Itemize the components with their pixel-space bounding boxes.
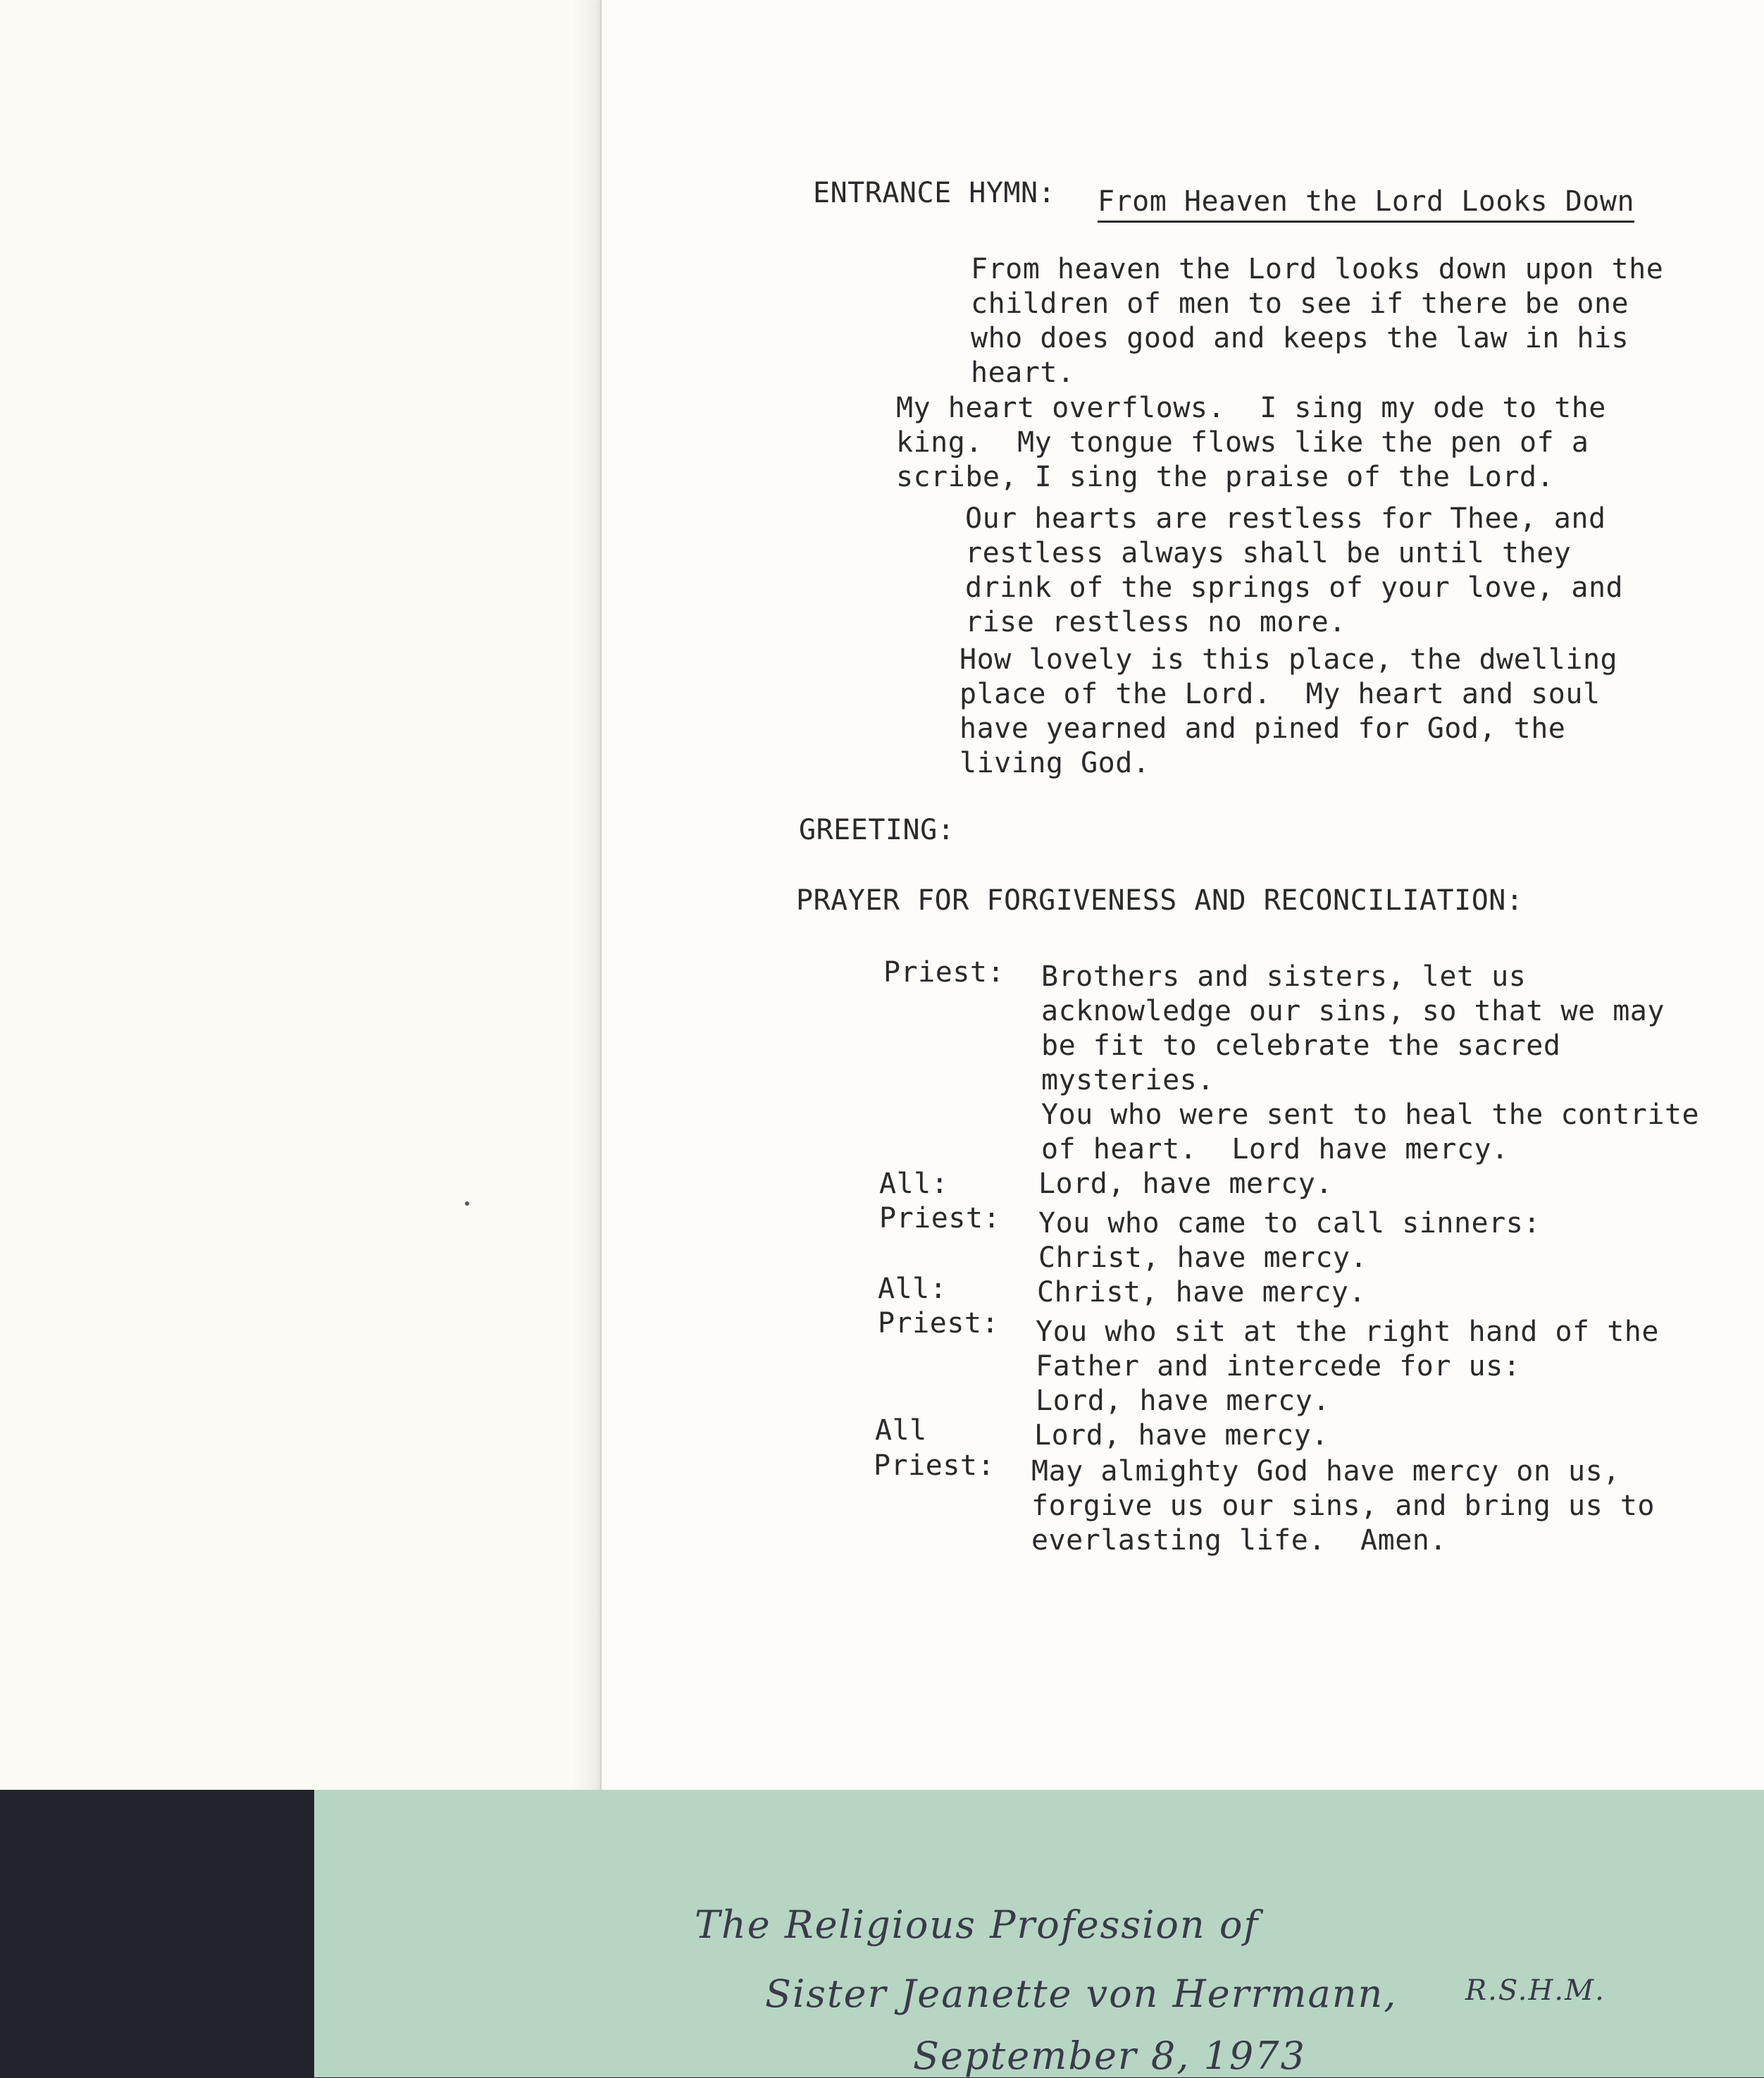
response-line: forgive us our sins, and bring us to bbox=[1031, 1490, 1655, 1522]
response-line: be fit to celebrate the sacred bbox=[1041, 1029, 1561, 1062]
speaker-label: Priest: bbox=[874, 1449, 995, 1482]
response-line: You who came to call sinners: bbox=[1038, 1207, 1541, 1239]
card-line-date: September 8, 1973 bbox=[913, 2034, 1306, 2078]
speaker-label: All bbox=[875, 1414, 927, 1447]
entrance-hymn-label: ENTRANCE HYMN: bbox=[813, 177, 1056, 209]
verse-line: Our hearts are restless for Thee, and bbox=[965, 502, 1606, 535]
response-line: acknowledge our sins, so that we may bbox=[1041, 995, 1665, 1027]
response-line: Christ, have mercy. bbox=[1037, 1276, 1367, 1309]
entrance-hymn-title: From Heaven the Lord Looks Down bbox=[1098, 185, 1634, 223]
speaker-label: All: bbox=[878, 1273, 948, 1305]
verse-line: From heaven the Lord looks down upon the bbox=[971, 253, 1664, 285]
verse-line: scribe, I sing the praise of the Lord. bbox=[896, 461, 1555, 493]
verse-line: place of the Lord. My heart and soul bbox=[959, 678, 1601, 710]
response-line: Lord, have mercy. bbox=[1034, 1419, 1329, 1452]
verse-line: rise restless no more. bbox=[965, 606, 1346, 638]
card-line-name: Sister Jeanette von Herrmann, bbox=[765, 1972, 1398, 2016]
page-fold-shadow bbox=[572, 0, 600, 1790]
response-line: of heart. Lord have mercy. bbox=[1041, 1133, 1509, 1165]
verse-line: children of men to see if there be one bbox=[971, 287, 1629, 320]
speaker-label: Priest: bbox=[879, 1202, 1001, 1235]
left-page bbox=[0, 0, 600, 1790]
response-line: You who sit at the right hand of the bbox=[1036, 1316, 1659, 1348]
response-line: mysteries. bbox=[1041, 1064, 1215, 1096]
response-line: You who were sent to heal the contrite bbox=[1041, 1099, 1700, 1131]
speaker-label: Priest: bbox=[883, 956, 1005, 989]
card-line-profession: The Religious Profession of bbox=[695, 1903, 1260, 1947]
response-line: everlasting life. Amen. bbox=[1031, 1524, 1447, 1557]
prayer-heading: PRAYER FOR FORGIVENESS AND RECONCILIATION: bbox=[796, 884, 1524, 917]
card-line-order: R.S.H.M. bbox=[1465, 1974, 1605, 2007]
verse-line: My heart overflows. I sing my ode to the bbox=[896, 392, 1606, 424]
response-line: Father and intercede for us: bbox=[1036, 1350, 1521, 1383]
verse-line: king. My tongue flows like the pen of a bbox=[896, 426, 1589, 459]
verse-line: who does good and keeps the law in his bbox=[971, 322, 1629, 354]
handwritten-card bbox=[314, 1790, 1764, 2077]
verse-line: living God. bbox=[959, 747, 1150, 779]
verse-line: have yearned and pined for God, the bbox=[959, 712, 1566, 745]
paper-speck bbox=[465, 1201, 469, 1206]
response-line: Lord, have mercy. bbox=[1038, 1168, 1333, 1200]
verse-line: How lovely is this place, the dwelling bbox=[959, 643, 1618, 676]
response-line: Christ, have mercy. bbox=[1038, 1242, 1368, 1274]
speaker-label: All: bbox=[879, 1168, 949, 1200]
response-line: Brothers and sisters, let us bbox=[1041, 960, 1527, 993]
greeting-label: GREETING: bbox=[799, 814, 955, 846]
verse-line: drink of the springs of your love, and bbox=[965, 571, 1624, 604]
program-page bbox=[600, 0, 1764, 1810]
response-line: Lord, have mercy. bbox=[1036, 1385, 1330, 1417]
speaker-label: Priest: bbox=[878, 1307, 1000, 1340]
background-strip bbox=[0, 1790, 314, 2077]
response-line: May almighty God have mercy on us, bbox=[1031, 1455, 1620, 1488]
verse-line: restless always shall be until they bbox=[965, 537, 1572, 569]
verse-line: heart. bbox=[971, 357, 1075, 389]
